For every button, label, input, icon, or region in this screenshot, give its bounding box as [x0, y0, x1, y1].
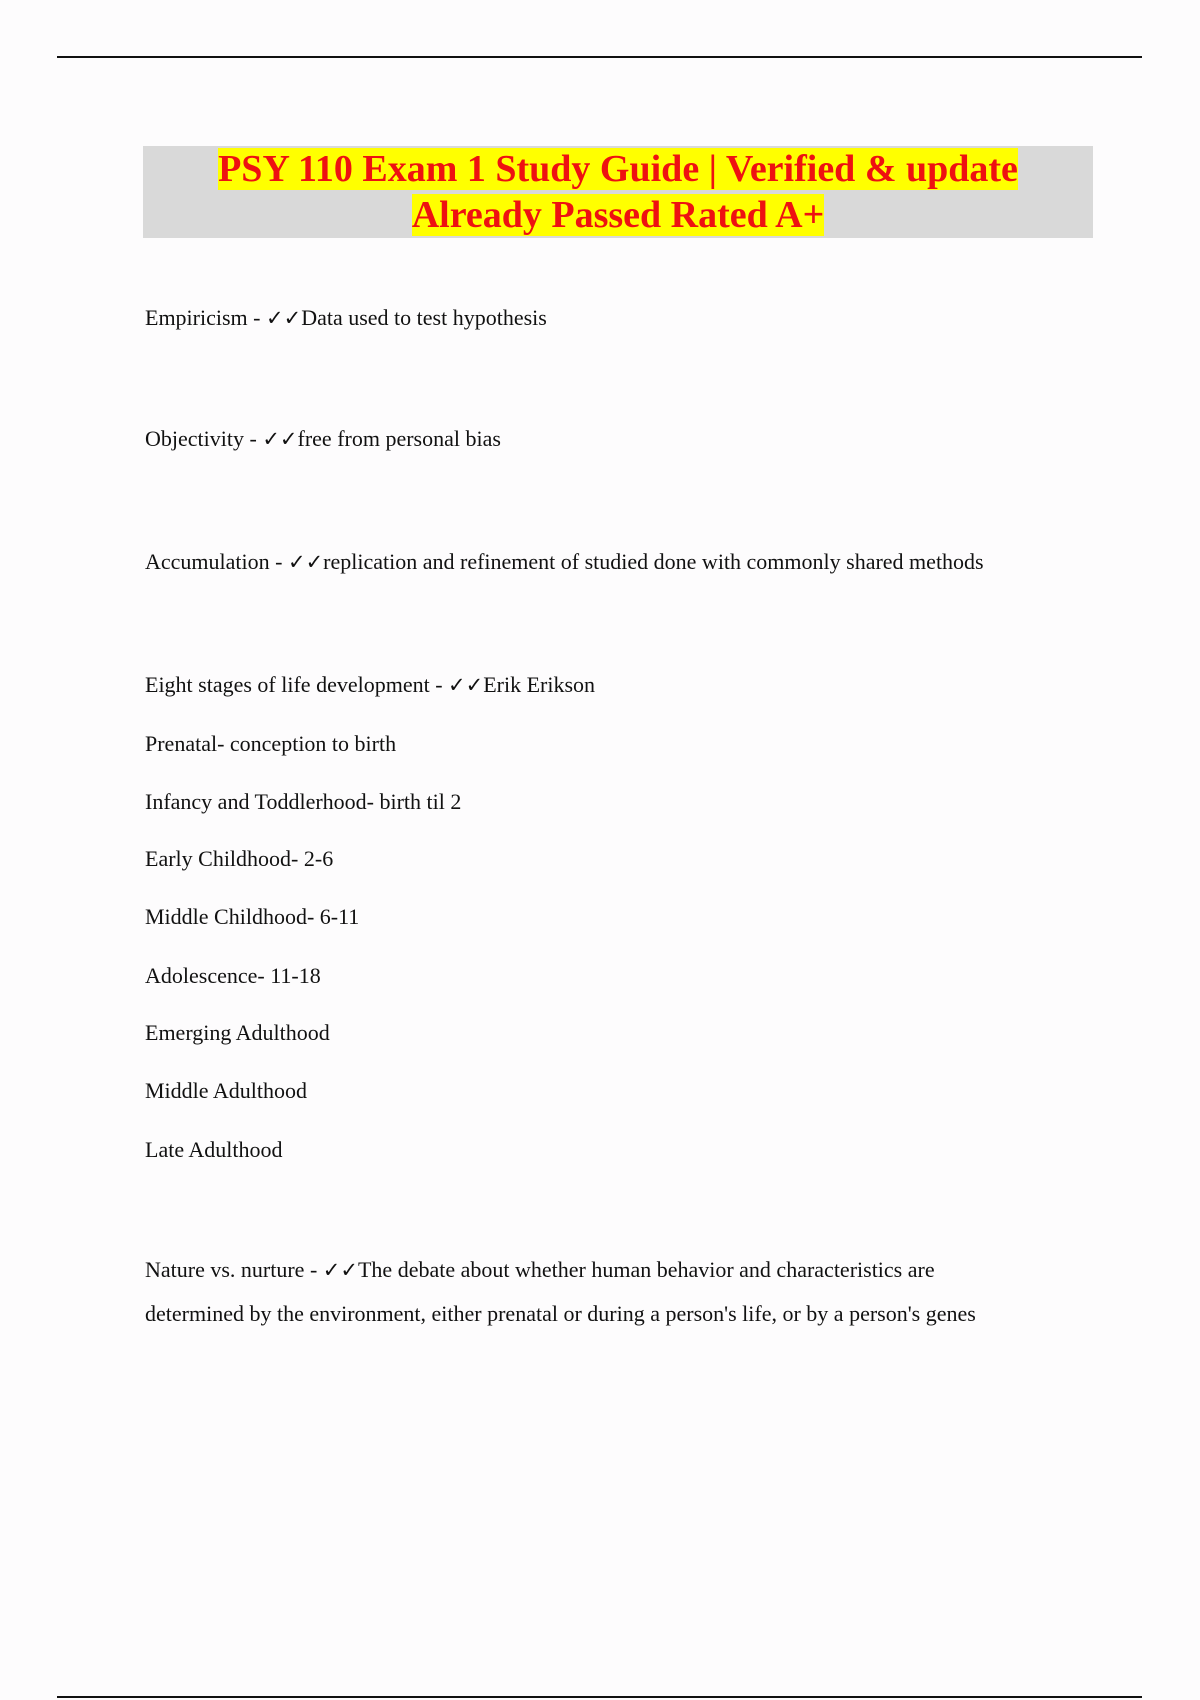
entry-accumulation — [145, 540, 984, 584]
title-line-1: PSY 110 Exam 1 Study Guide | Verified & update — [218, 148, 1018, 190]
stage-item: Emerging Adulthood — [145, 1020, 330, 1045]
entry-term: Nature vs. nurture - — [145, 1257, 323, 1282]
bottom-rule — [57, 1696, 1142, 1698]
entry-definition: Erik Erikson — [483, 672, 596, 697]
double-check-icon: ✓✓ — [262, 427, 298, 451]
entry-definition: free from personal bias — [297, 426, 501, 451]
double-check-icon: ✓✓ — [448, 673, 484, 697]
stage-item: Infancy and Toddlerhood- birth til 2 — [145, 789, 462, 814]
entry-nature-nurture — [145, 1248, 935, 1292]
double-check-icon: ✓✓ — [287, 550, 324, 574]
stage-item: Prenatal- conception to birth — [145, 731, 397, 756]
double-check-icon: ✓✓ — [322, 1258, 358, 1282]
double-check-icon: ✓✓ — [265, 306, 302, 330]
entry-term: Empiricism - — [145, 305, 266, 330]
stage-item: Middle Childhood- 6-11 — [145, 904, 360, 929]
entry-definition: Data used to test hypothesis — [301, 305, 547, 330]
entry-definition: The debate about whether human behavior and characteristics are — [357, 1257, 935, 1282]
entry-term: Eight stages of life development - — [145, 672, 449, 697]
title-banner — [143, 146, 1093, 238]
entry-eight-stages — [145, 663, 595, 707]
stage-item: Early Childhood- 2-6 — [145, 846, 334, 871]
title-line-2: Already Passed Rated A+ — [411, 194, 825, 236]
entry-term: Objectivity - — [145, 426, 263, 451]
entry-definition: replication and refinement of studied done with commonly shared methods — [323, 549, 984, 574]
stage-item: Middle Adulthood — [145, 1078, 307, 1103]
top-rule — [57, 56, 1142, 58]
stage-item: Late Adulthood — [145, 1137, 283, 1162]
entry-objectivity — [145, 417, 501, 461]
stage-item: Adolescence- 11-18 — [145, 963, 321, 988]
entry-nature-nurture-continued: determined by the environment, either prenatal or during a person's life, or by a person's genes — [145, 1301, 976, 1326]
entry-empiricism — [145, 296, 547, 340]
entry-term: Accumulation - — [145, 549, 288, 574]
